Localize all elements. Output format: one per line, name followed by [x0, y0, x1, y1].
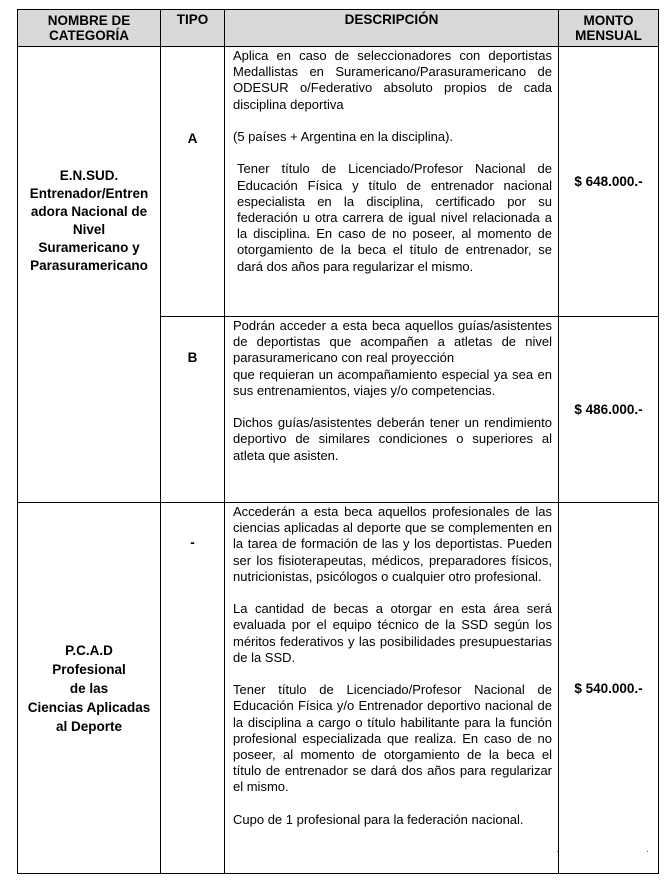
categoria-line: Entrenador/Entren [29, 186, 149, 201]
descripcion-cell [225, 503, 559, 874]
categoria-line: Parasuramericano [30, 258, 148, 273]
tipo-value: - [190, 535, 195, 550]
categoria-line: de las [69, 680, 109, 696]
categoria-line: Ciencias Aplicadas [27, 699, 151, 715]
descripcion-cell [225, 47, 559, 317]
header-tipo: TIPO [161, 10, 225, 47]
becas-table [17, 9, 659, 874]
monto-cell: $ 648.000.- [559, 47, 659, 317]
descripcion-paragraph: Accederán a esta beca aquellos profesionales de las ciencias aplicadas al deporte que se complementen en la tarea de formación de las y los deportistas. Pueden ser los fisioterapeutas, médicos, preparadores físicos, nutricionistas, psicólogos o cualquier otro profesional. [233, 504, 552, 584]
header-categoria [18, 10, 161, 47]
header-descripcion: DESCRIPCIÓN [225, 10, 559, 47]
header-categoria-line: CATEGORÍA [49, 28, 129, 43]
categoria-line: P.C.A.D [65, 642, 113, 658]
tipo-cell [161, 47, 225, 317]
categoria-pcad [18, 503, 161, 874]
monto-cell: $ 486.000.- [559, 317, 659, 503]
tipo-cell [161, 317, 225, 503]
header-row [18, 10, 659, 47]
scan-mark: · [646, 846, 649, 856]
table-row [18, 503, 659, 874]
descripcion-paragraph: (5 países + Argentina en la disciplina). [233, 129, 454, 144]
table-row [18, 47, 659, 317]
tipo-value: A [187, 131, 198, 146]
header-monto-line: MONTO [583, 13, 634, 28]
tipo-cell [161, 503, 225, 874]
descripcion-cell [225, 317, 559, 503]
header-monto [559, 10, 659, 47]
categoria-line: Profesional [52, 661, 126, 677]
categoria-line: adora Nacional de [30, 204, 148, 219]
scan-mark: · [556, 846, 559, 856]
descripcion-paragraph: La cantidad de becas a otorgar en esta área será evaluada por el equipo técnico de la SSD según los méritos federativos y las posibilidades presupuestarias de la SSD. [233, 601, 552, 665]
categoria-line: Suramericano y [38, 240, 140, 255]
header-monto-line: MENSUAL [575, 28, 642, 43]
header-categoria-line: NOMBRE DE [47, 13, 131, 28]
categoria-line: E.N.SUD. [59, 168, 119, 183]
descripcion-paragraph: Podrán acceder a esta beca aquellos guías/asistentes de deportistas que acompañen a atletas de nivel parasuramericano con real proyección [233, 318, 552, 366]
descripcion-paragraph: que requieran un acompañamiento especial ya sea en sus entrenamientos, viajes y/o competencias. [233, 366, 552, 398]
descripcion-paragraph: Aplica en caso de seleccionadores con deportistas Medallistas en Suramericano/Parasuramericano de ODESUR o/Federativo absoluto propios de cada disciplina deportiva [233, 48, 552, 112]
categoria-line: Nivel [72, 222, 106, 237]
descripcion-paragraph: Tener título de Licenciado/Profesor Nacional de Educación Física y/o Entrenador deportivo nacional de la disciplina a cargo o título habilitante para la función profesional especializada que realiza. En caso de no poseer, al momento de otorgamiento de la beca el título de entrenador se dará dos años para regularizar el mismo. [233, 682, 552, 795]
monto-cell: $ 540.000.- [559, 503, 659, 874]
descripcion-paragraph: Tener título de Licenciado/Profesor Nacional de Educación Física y título de entrenador nacional especialista en la disciplina, certificado por su federación u otra carrera de igual nivel relacionada a la disciplina. En caso de no poseer, al momento de otorgamiento de la beca el título de entrenador, se dará dos años para regularizar el mismo. [237, 161, 552, 274]
categoria-line: al Deporte [55, 718, 123, 734]
tipo-value: B [187, 350, 198, 365]
descripcion-paragraph: Dichos guías/asistentes deberán tener un rendimiento deportivo de similares condiciones o superiores al atleta que asisten. [233, 415, 552, 463]
descripcion-paragraph: Cupo de 1 profesional para la federación nacional. [233, 811, 524, 827]
categoria-ensud [18, 47, 161, 503]
